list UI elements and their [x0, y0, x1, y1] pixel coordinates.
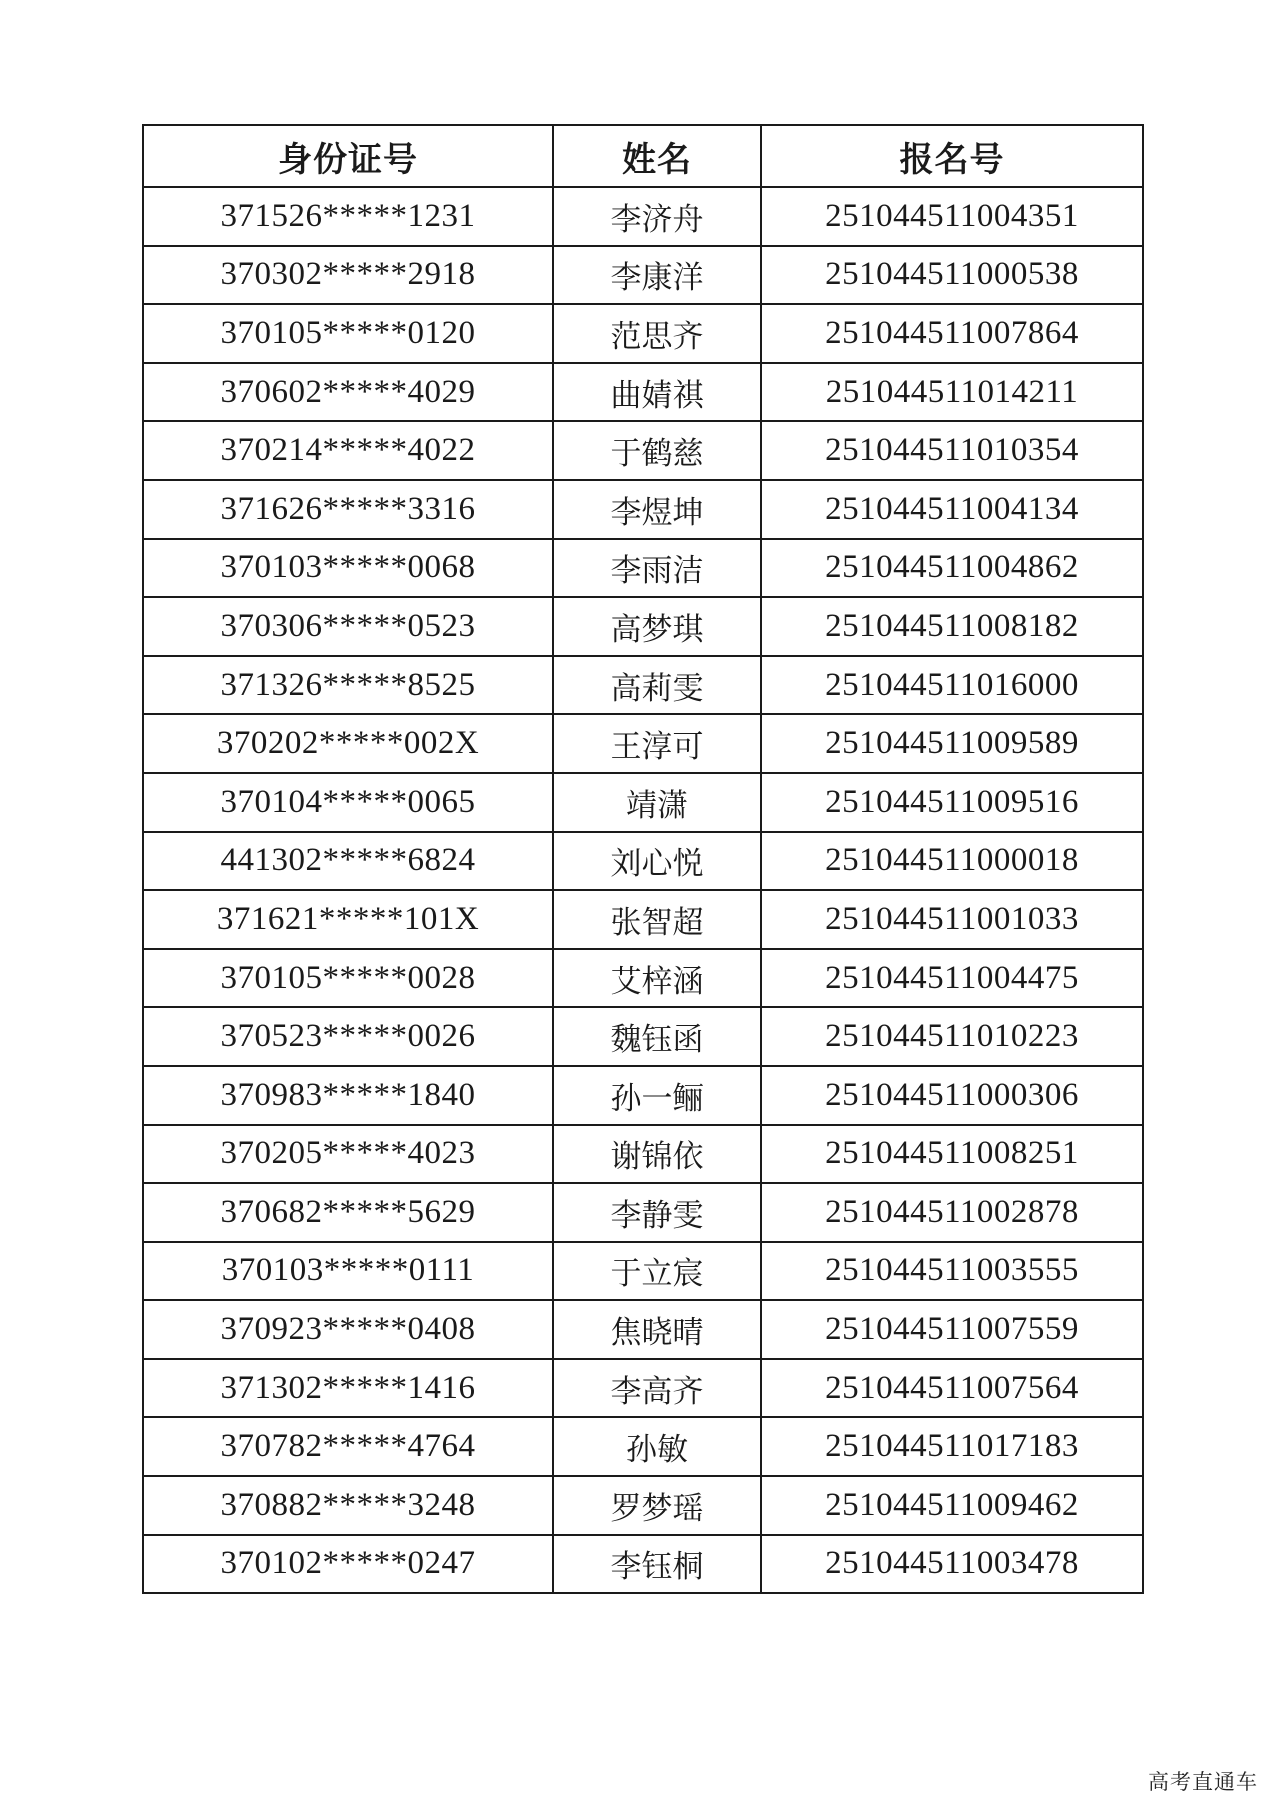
- cell-name: 李康洋: [553, 246, 761, 305]
- header-row: [143, 125, 1143, 187]
- cell-name: 罗梦瑶: [553, 1476, 761, 1535]
- cell-id-number: 370302*****2918: [143, 246, 553, 305]
- cell-registration-number: 251044511002878: [761, 1183, 1143, 1242]
- cell-id-number: 370103*****0111: [143, 1242, 553, 1301]
- header-registration-number: 报名号: [761, 125, 1143, 187]
- table-row: [143, 1417, 1143, 1476]
- cell-id-number: 370214*****4022: [143, 421, 553, 480]
- cell-name: 曲婧祺: [553, 363, 761, 422]
- cell-name: 李煜坤: [553, 480, 761, 539]
- table-row: [143, 304, 1143, 363]
- roster-table: [142, 124, 1144, 1594]
- cell-id-number: 370104*****0065: [143, 773, 553, 832]
- table-header: [143, 125, 1143, 187]
- table-row: [143, 832, 1143, 891]
- cell-id-number: 371621*****101X: [143, 890, 553, 949]
- cell-name: 艾梓涵: [553, 949, 761, 1008]
- cell-name: 魏钰函: [553, 1007, 761, 1066]
- cell-name: 谢锦依: [553, 1125, 761, 1184]
- table-row: [143, 1476, 1143, 1535]
- cell-registration-number: 251044511000018: [761, 832, 1143, 891]
- cell-registration-number: 251044511008251: [761, 1125, 1143, 1184]
- cell-name: 王淳可: [553, 714, 761, 773]
- table-row: [143, 1066, 1143, 1125]
- cell-registration-number: 251044511008182: [761, 597, 1143, 656]
- cell-registration-number: 251044511009516: [761, 773, 1143, 832]
- watermark: 高考直通车: [1148, 1770, 1258, 1794]
- cell-registration-number: 251044511014211: [761, 363, 1143, 422]
- cell-id-number: 370105*****0120: [143, 304, 553, 363]
- table-row: [143, 949, 1143, 1008]
- cell-registration-number: 251044511004134: [761, 480, 1143, 539]
- table-row: [143, 1007, 1143, 1066]
- table-row: [143, 1359, 1143, 1418]
- cell-name: 李高齐: [553, 1359, 761, 1418]
- cell-name: 高梦琪: [553, 597, 761, 656]
- cell-id-number: 370682*****5629: [143, 1183, 553, 1242]
- cell-id-number: 370202*****002X: [143, 714, 553, 773]
- cell-name: 李静雯: [553, 1183, 761, 1242]
- table-row: [143, 597, 1143, 656]
- table-row: [143, 656, 1143, 715]
- cell-name: 靖潇: [553, 773, 761, 832]
- cell-name: 高莉雯: [553, 656, 761, 715]
- cell-id-number: 370306*****0523: [143, 597, 553, 656]
- cell-id-number: 371526*****1231: [143, 187, 553, 246]
- cell-name: 李济舟: [553, 187, 761, 246]
- table-row: [143, 714, 1143, 773]
- table-row: [143, 187, 1143, 246]
- cell-name: 刘心悦: [553, 832, 761, 891]
- cell-id-number: 371302*****1416: [143, 1359, 553, 1418]
- header-name: 姓名: [553, 125, 761, 187]
- cell-registration-number: 251044511003478: [761, 1535, 1143, 1594]
- cell-id-number: 441302*****6824: [143, 832, 553, 891]
- table-row: [143, 773, 1143, 832]
- cell-registration-number: 251044511010354: [761, 421, 1143, 480]
- table-row: [143, 1125, 1143, 1184]
- table-row: [143, 1300, 1143, 1359]
- cell-registration-number: 251044511000538: [761, 246, 1143, 305]
- cell-id-number: 370882*****3248: [143, 1476, 553, 1535]
- table-row: [143, 421, 1143, 480]
- cell-name: 孙一鲡: [553, 1066, 761, 1125]
- table-row: [143, 480, 1143, 539]
- cell-id-number: 370782*****4764: [143, 1417, 553, 1476]
- cell-id-number: 370923*****0408: [143, 1300, 553, 1359]
- cell-name: 张智超: [553, 890, 761, 949]
- cell-registration-number: 251044511016000: [761, 656, 1143, 715]
- cell-registration-number: 251044511004862: [761, 539, 1143, 598]
- table-row: [143, 246, 1143, 305]
- cell-id-number: 370983*****1840: [143, 1066, 553, 1125]
- cell-registration-number: 251044511017183: [761, 1417, 1143, 1476]
- cell-registration-number: 251044511009589: [761, 714, 1143, 773]
- cell-registration-number: 251044511000306: [761, 1066, 1143, 1125]
- cell-name: 于立宸: [553, 1242, 761, 1301]
- cell-name: 范思齐: [553, 304, 761, 363]
- cell-registration-number: 251044511010223: [761, 1007, 1143, 1066]
- cell-registration-number: 251044511004475: [761, 949, 1143, 1008]
- cell-registration-number: 251044511004351: [761, 187, 1143, 246]
- cell-registration-number: 251044511003555: [761, 1242, 1143, 1301]
- header-id-number: 身份证号: [143, 125, 553, 187]
- cell-name: 于鹤慈: [553, 421, 761, 480]
- cell-id-number: 370102*****0247: [143, 1535, 553, 1594]
- cell-id-number: 370205*****4023: [143, 1125, 553, 1184]
- table-row: [143, 539, 1143, 598]
- table-body: [143, 187, 1143, 1593]
- table-row: [143, 1535, 1143, 1594]
- cell-registration-number: 251044511007564: [761, 1359, 1143, 1418]
- cell-id-number: 370103*****0068: [143, 539, 553, 598]
- cell-registration-number: 251044511001033: [761, 890, 1143, 949]
- cell-name: 焦晓晴: [553, 1300, 761, 1359]
- cell-id-number: 370523*****0026: [143, 1007, 553, 1066]
- cell-name: 孙敏: [553, 1417, 761, 1476]
- table-row: [143, 890, 1143, 949]
- cell-name: 李钰桐: [553, 1535, 761, 1594]
- cell-registration-number: 251044511009462: [761, 1476, 1143, 1535]
- cell-name: 李雨洁: [553, 539, 761, 598]
- cell-registration-number: 251044511007864: [761, 304, 1143, 363]
- table-row: [143, 1242, 1143, 1301]
- cell-id-number: 371626*****3316: [143, 480, 553, 539]
- table-row: [143, 363, 1143, 422]
- cell-registration-number: 251044511007559: [761, 1300, 1143, 1359]
- table-row: [143, 1183, 1143, 1242]
- cell-id-number: 371326*****8525: [143, 656, 553, 715]
- cell-id-number: 370602*****4029: [143, 363, 553, 422]
- cell-id-number: 370105*****0028: [143, 949, 553, 1008]
